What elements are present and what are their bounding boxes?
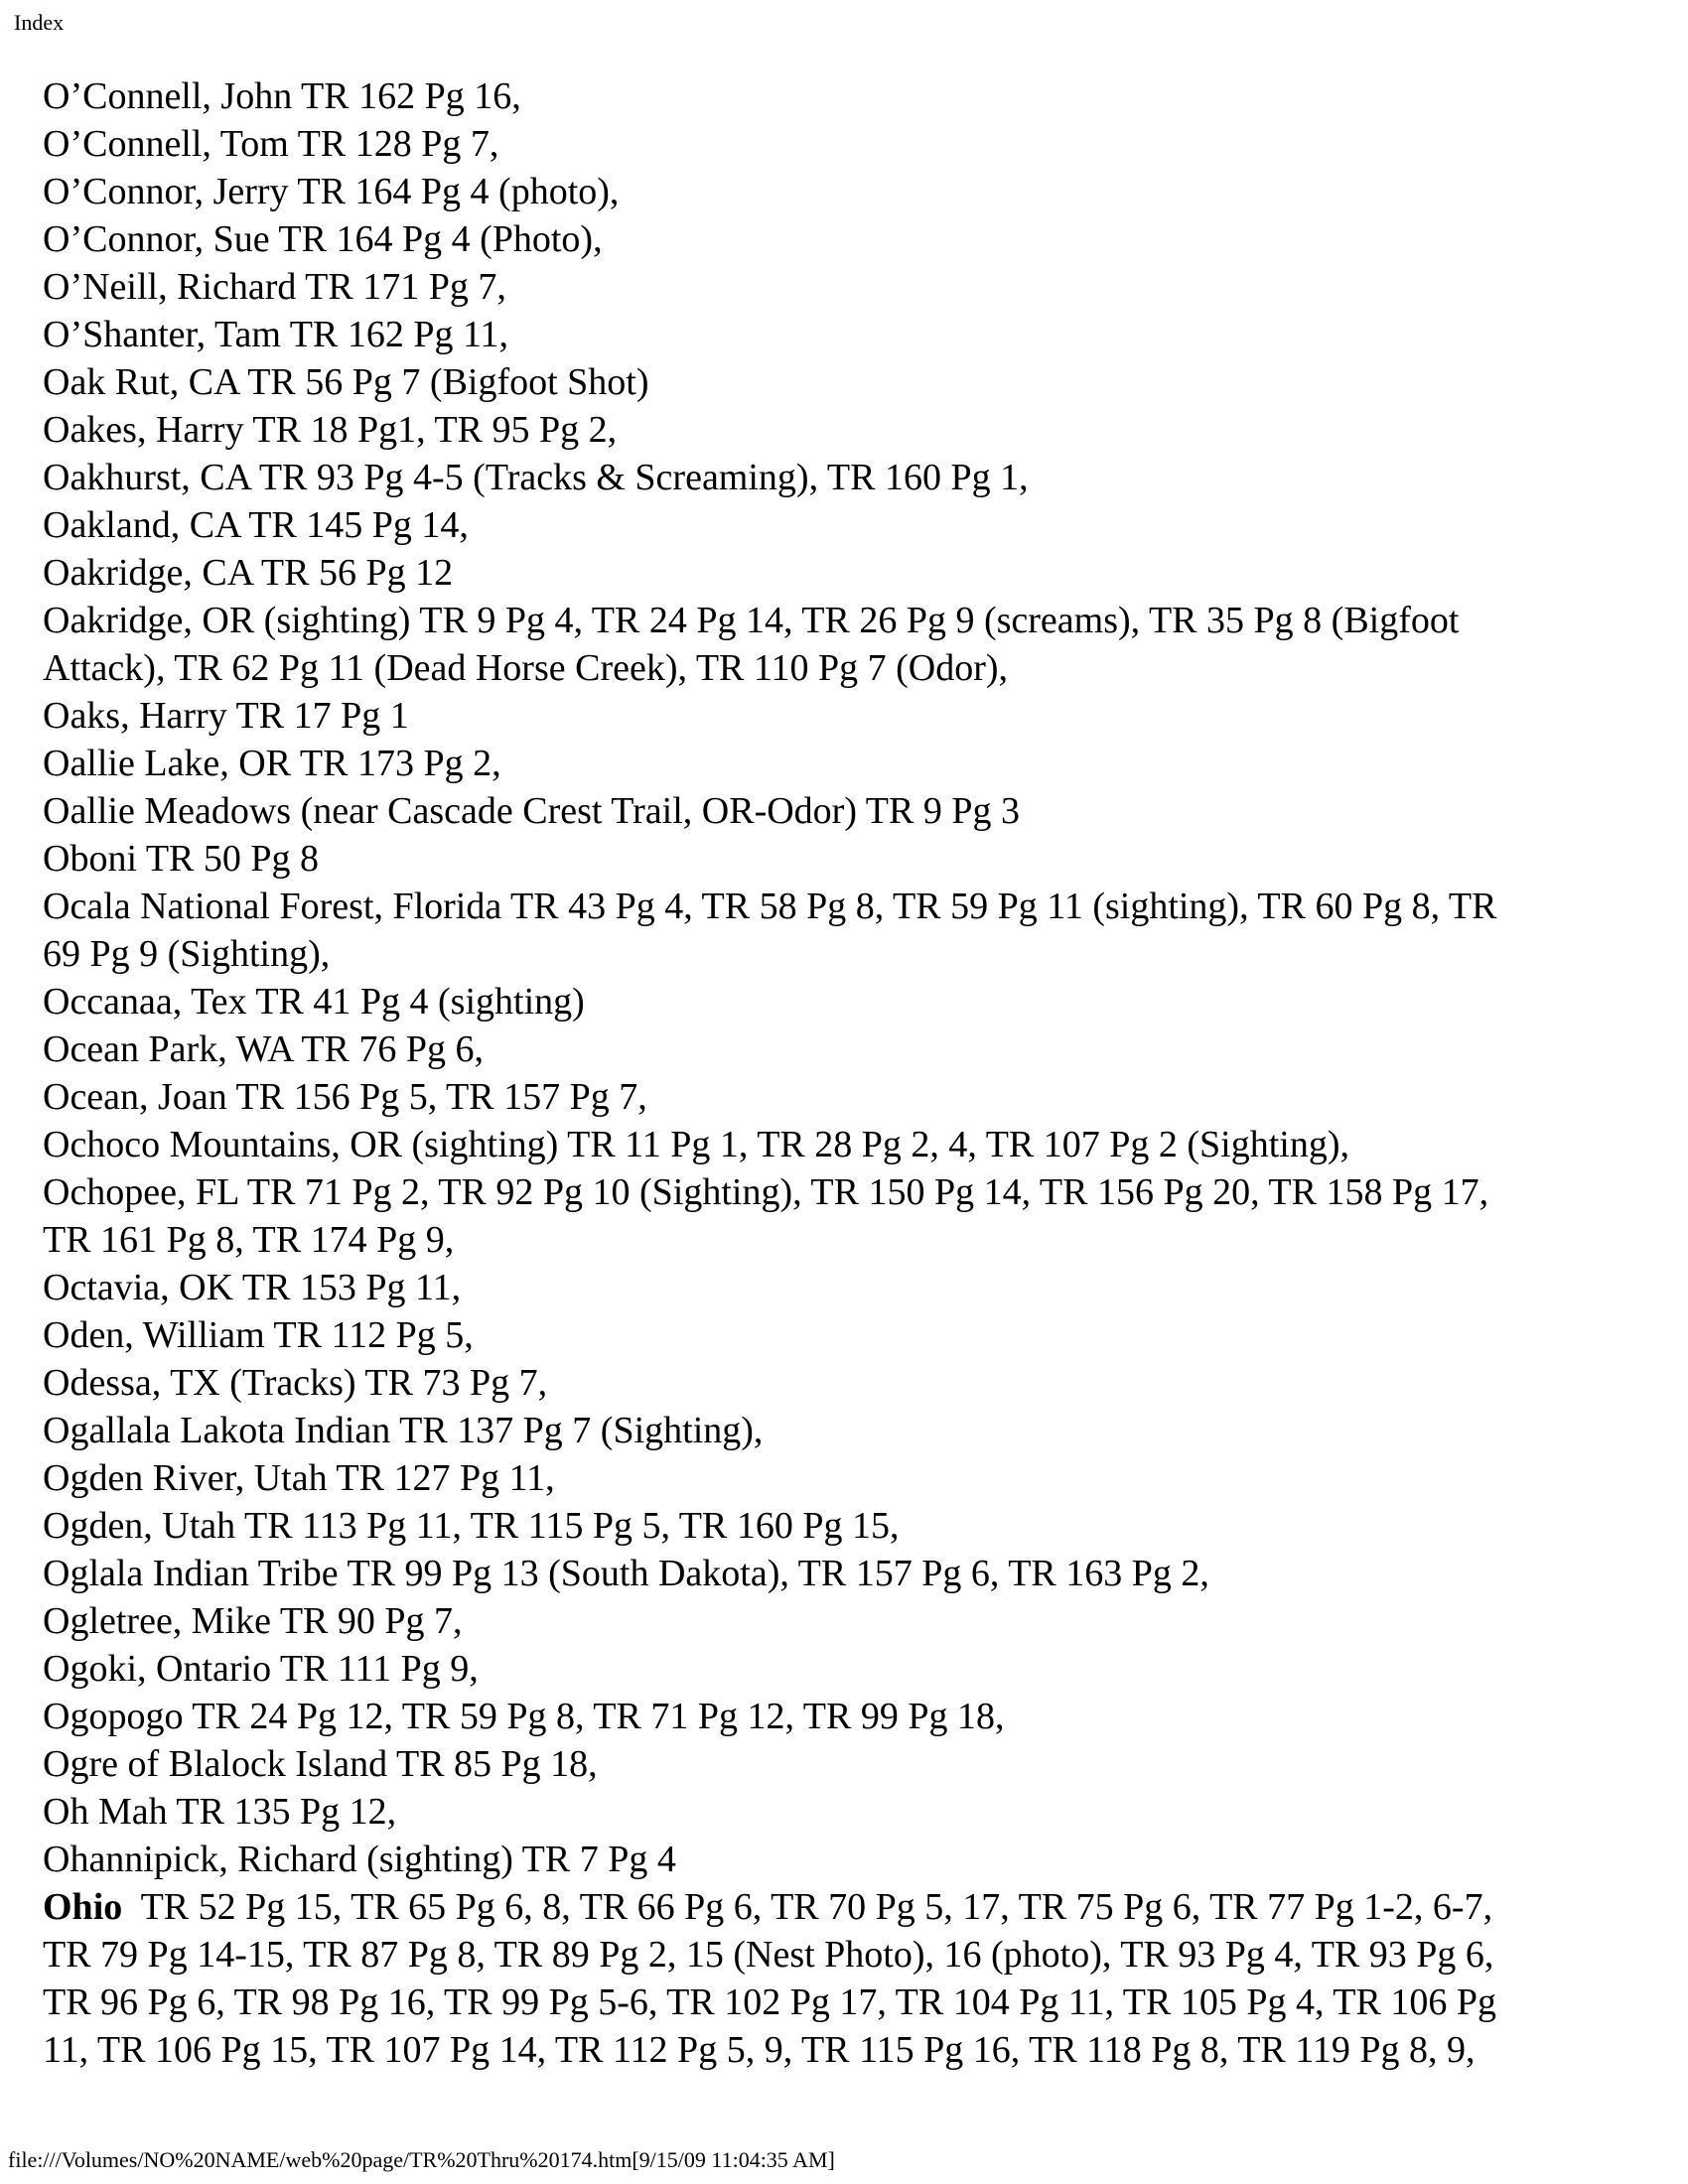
index-line xyxy=(43,311,1661,358)
index-line xyxy=(43,883,1661,930)
index-line xyxy=(43,978,1661,1025)
page-title: Index xyxy=(14,10,65,35)
index-line xyxy=(43,740,1661,787)
index-line xyxy=(43,1216,1661,1264)
index-line-text: Octavia, OK TR 153 Pg 11, xyxy=(43,1267,462,1308)
index-line-text: Odessa, TX (Tracks) TR 73 Pg 7, xyxy=(43,1362,548,1404)
index-line-text: Oglala Indian Tribe TR 99 Pg 13 (South Dakota), TR 157 Pg 6, TR 163 Pg 2, xyxy=(43,1553,1209,1594)
index-line-text: 69 Pg 9 (Sighting), xyxy=(43,933,331,975)
index-line-text: O’Connor, Sue TR 164 Pg 4 (Photo), xyxy=(43,218,603,260)
index-line xyxy=(43,1550,1661,1597)
index-line-text: Oboni TR 50 Pg 8 xyxy=(43,838,320,880)
index-line xyxy=(43,644,1661,692)
index-line-text: Ogre of Blalock Island TR 85 Pg 18, xyxy=(43,1743,598,1785)
index-line-text: Ohannipick, Richard (sighting) TR 7 Pg 4 xyxy=(43,1839,676,1880)
index-line xyxy=(43,1073,1661,1121)
index-line xyxy=(43,1740,1661,1788)
index-line xyxy=(43,787,1661,835)
index-line-text: TR 96 Pg 6, TR 98 Pg 16, TR 99 Pg 5-6, TR 102 Pg 17, TR 104 Pg 11, TR 105 Pg 4, TR 106 Pg xyxy=(43,1981,1496,2023)
index-line-text: 11, TR 106 Pg 15, TR 107 Pg 14, TR 112 Pg 5, 9, TR 115 Pg 16, TR 118 Pg 8, TR 119 Pg 8, 9, xyxy=(43,2029,1476,2071)
index-line-text: O’Connell, Tom TR 128 Pg 7, xyxy=(43,123,499,165)
index-line xyxy=(43,1025,1661,1073)
index-line xyxy=(43,454,1661,501)
index-line-text: O’Shanter, Tam TR 162 Pg 11, xyxy=(43,314,509,355)
index-line-text: Oakland, CA TR 145 Pg 14, xyxy=(43,504,469,546)
index-line xyxy=(43,597,1661,644)
index-line-text: Oaks, Harry TR 17 Pg 1 xyxy=(43,695,409,737)
index-line xyxy=(43,1359,1661,1407)
index-term-bold: Ohio xyxy=(43,1886,123,1928)
index-line-text: Oallie Meadows (near Cascade Crest Trail, OR-Odor) TR 9 Pg 3 xyxy=(43,790,1020,832)
index-line xyxy=(43,1645,1661,1693)
index-line-text: Ocean, Joan TR 156 Pg 5, TR 157 Pg 7, xyxy=(43,1076,647,1118)
index-line xyxy=(43,358,1661,406)
index-line xyxy=(43,549,1661,597)
index-line-text: Occanaa, Tex TR 41 Pg 4 (sighting) xyxy=(43,981,585,1023)
index-line-text: Ogden, Utah TR 113 Pg 11, TR 115 Pg 5, TR 160 Pg 15, xyxy=(43,1505,900,1547)
index-line xyxy=(43,72,1661,120)
index-line-text: Ogden River, Utah TR 127 Pg 11, xyxy=(43,1457,555,1499)
index-line-text: Ogoki, Ontario TR 111 Pg 9, xyxy=(43,1648,479,1690)
index-line xyxy=(43,1883,1661,1931)
index-line-text: Ochoco Mountains, OR (sighting) TR 11 Pg 1, TR 28 Pg 2, 4, TR 107 Pg 2 (Sighting), xyxy=(43,1124,1350,1165)
index-line xyxy=(43,1454,1661,1502)
index-line-text: Oakridge, CA TR 56 Pg 12 xyxy=(43,552,454,594)
index-line-text: TR 161 Pg 8, TR 174 Pg 9, xyxy=(43,1219,455,1261)
index-line xyxy=(43,501,1661,549)
index-line xyxy=(43,1168,1661,1216)
index-line xyxy=(43,1121,1661,1168)
index-line xyxy=(43,835,1661,883)
index-line-text: Oak Rut, CA TR 56 Pg 7 (Bigfoot Shot) xyxy=(43,361,649,403)
index-line-text: Attack), TR 62 Pg 11 (Dead Horse Creek), TR 110 Pg 7 (Odor), xyxy=(43,647,1009,689)
index-line xyxy=(43,406,1661,454)
index-line-text: Ogopogo TR 24 Pg 12, TR 59 Pg 8, TR 71 Pg 12, TR 99 Pg 18, xyxy=(43,1696,1005,1737)
file-url-footer: file:///Volumes/NO%20NAME/web%20page/TR%20Thru%20174.htm[9/15/09 11:04:35 AM] xyxy=(8,2147,835,2172)
index-line xyxy=(43,2026,1661,2074)
index-line xyxy=(43,930,1661,978)
index-line-text: O’Connor, Jerry TR 164 Pg 4 (photo), xyxy=(43,171,620,212)
index-line-text: O’Neill, Richard TR 171 Pg 7, xyxy=(43,266,506,308)
index-line xyxy=(43,1979,1661,2026)
index-line-text: O’Connell, John TR 162 Pg 16, xyxy=(43,75,521,117)
index-line xyxy=(43,1693,1661,1740)
index-line xyxy=(43,215,1661,263)
index-line-text: Oallie Lake, OR TR 173 Pg 2, xyxy=(43,743,501,784)
index-entry-list xyxy=(43,72,1661,2074)
index-line xyxy=(43,1311,1661,1359)
index-line xyxy=(43,1502,1661,1550)
index-line xyxy=(43,1788,1661,1836)
index-line-text: Ochopee, FL TR 71 Pg 2, TR 92 Pg 10 (Sighting), TR 150 Pg 14, TR 156 Pg 20, TR 158 Pg 17, xyxy=(43,1171,1489,1213)
index-line xyxy=(43,1931,1661,1979)
index-line-text: TR 79 Pg 14-15, TR 87 Pg 8, TR 89 Pg 2, 15 (Nest Photo), 16 (photo), TR 93 Pg 4, TR 93 Pg 6, xyxy=(43,1934,1494,1976)
index-line-text: Oden, William TR 112 Pg 5, xyxy=(43,1314,474,1356)
index-line-text: Ocean Park, WA TR 76 Pg 6, xyxy=(43,1028,485,1070)
index-line xyxy=(43,1407,1661,1454)
index-line-text: Oakes, Harry TR 18 Pg1, TR 95 Pg 2, xyxy=(43,409,618,451)
index-line-text: Ogallala Lakota Indian TR 137 Pg 7 (Sighting), xyxy=(43,1410,764,1451)
index-line-text: Oakhurst, CA TR 93 Pg 4-5 (Tracks & Screaming), TR 160 Pg 1, xyxy=(43,457,1029,498)
index-line-text: Oh Mah TR 135 Pg 12, xyxy=(43,1791,397,1833)
index-line xyxy=(43,1597,1661,1645)
index-line xyxy=(43,263,1661,311)
index-line xyxy=(43,120,1661,168)
index-line-text: Oakridge, OR (sighting) TR 9 Pg 4, TR 24 Pg 14, TR 26 Pg 9 (screams), TR 35 Pg 8 (Bigfoot xyxy=(43,600,1460,641)
index-line-text: TR 52 Pg 15, TR 65 Pg 6, 8, TR 66 Pg 6, TR 70 Pg 5, 17, TR 75 Pg 6, TR 77 Pg 1-2, 6-7, xyxy=(122,1886,1493,1928)
index-line xyxy=(43,692,1661,740)
index-line-text: Ocala National Forest, Florida TR 43 Pg 4, TR 58 Pg 8, TR 59 Pg 11 (sighting), TR 60 Pg 8, TR xyxy=(43,886,1497,927)
index-line xyxy=(43,1264,1661,1311)
index-line xyxy=(43,168,1661,215)
index-line xyxy=(43,1836,1661,1883)
index-line-text: Ogletree, Mike TR 90 Pg 7, xyxy=(43,1600,463,1642)
